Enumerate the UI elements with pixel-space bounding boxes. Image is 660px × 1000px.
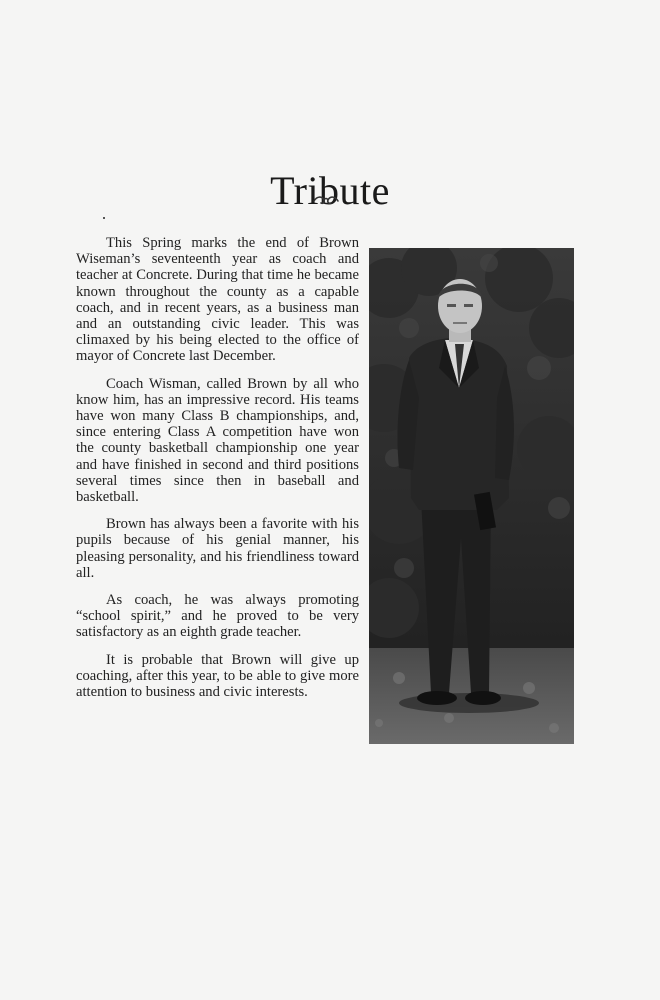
paragraph: As coach, he was always promoting “school spirit,” and he proved to be very satisfactory as an eighth grade teacher. — [76, 592, 359, 641]
print-speck — [103, 217, 105, 219]
page-title: Tribute — [270, 167, 390, 213]
paragraph: Coach Wisman, called Brown by all who know him, has an impressive record. His teams have won many Class B championships, and, since entering Class A competition have won the county basketball championship one year and have finished in second and third positions several times since then in baseball and basketball. — [76, 375, 359, 506]
tribute-text — [76, 235, 359, 711]
paragraph: Brown has always been a favorite with his pupils because of his genial manner, his pleasing personality, and his friendliness toward all. — [76, 516, 359, 581]
portrait-photo — [369, 248, 574, 744]
paragraph: This Spring marks the end of Brown Wiseman’s seventeenth year as coach and teacher at Concrete. During that time he became known throughout the county as a capable coach, and in recent years, as a business man and an outstanding civic leader. This was climaxed by his being elected to the office of mayor of Concrete last December. — [76, 235, 359, 365]
fleuron-ornament-icon — [312, 193, 340, 207]
portrait-photo-illustration — [369, 248, 574, 744]
paragraph: It is probable that Brown will give up coaching, after this year, to be able to give more attention to business and civic interests. — [76, 651, 359, 701]
